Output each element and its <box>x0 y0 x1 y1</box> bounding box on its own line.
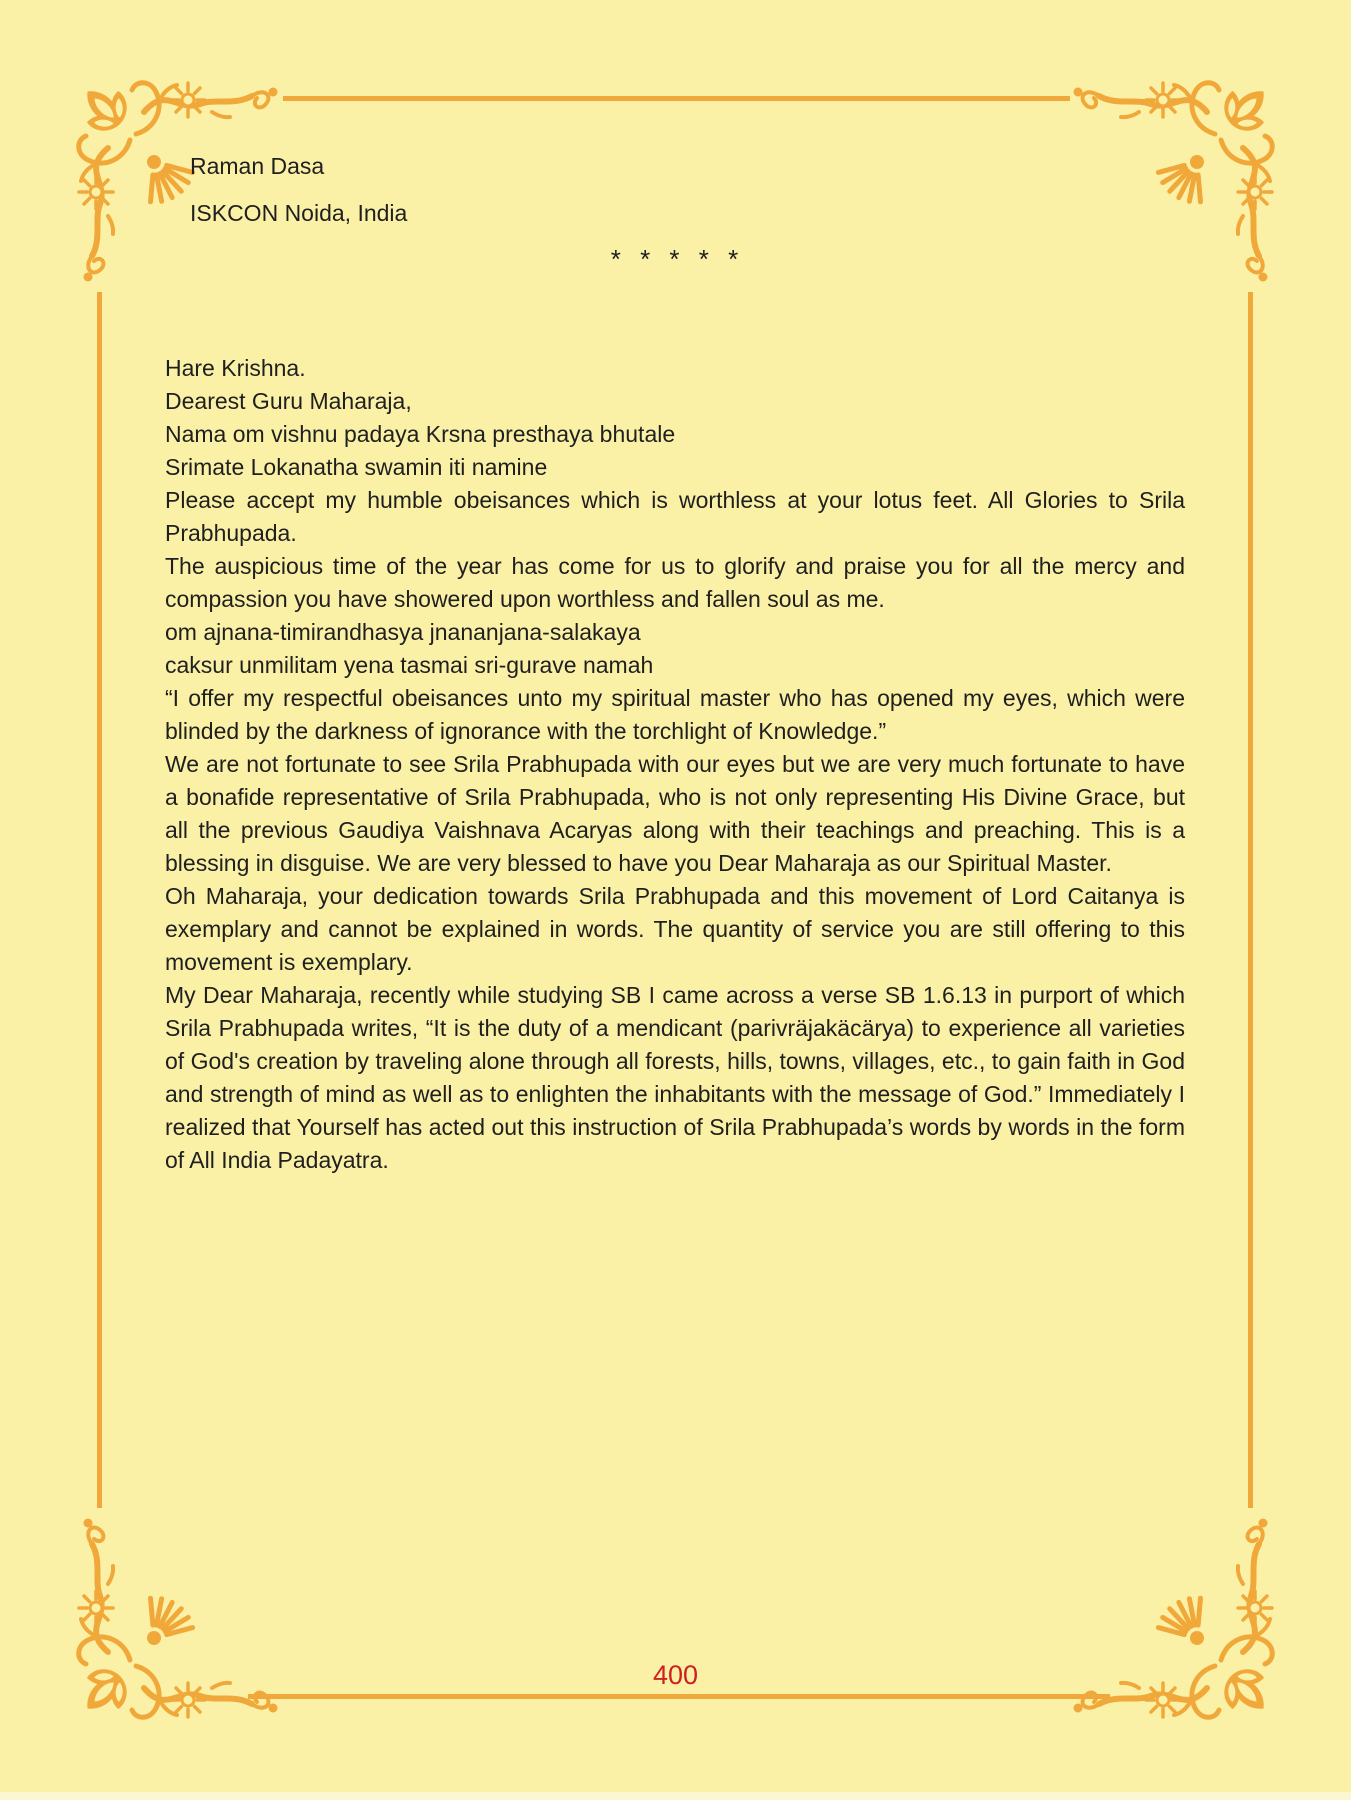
guru-verse-line-1: om ajnana-timirandhasya jnananjana-salakaya <box>165 619 641 645</box>
border-line-top <box>283 96 1070 101</box>
page-edge-strip <box>0 1792 1351 1800</box>
salutation-line-2: Dearest Guru Maharaja, <box>165 388 412 414</box>
paragraph-obeisances: Please accept my humble obeisances which is worthless at your lotus feet. All Glories to Srila Prabhupada. <box>165 487 1185 546</box>
pranam-mantra-line-2: Srimate Lokanatha swamin iti namine <box>165 454 548 480</box>
paragraph-fortunate: We are not fortunate to see Srila Prabhupada with our eyes but we are very much fortunate to have a bonafide representative of Srila Prabhupada, who is not only representing His Divine Grace, but all the previous Gaudiya Vaishnava Acaryas along with their teachings and preaching. This is a blessing in disguise. We are very blessed to have you Dear Maharaja as our Spiritual Master. <box>165 751 1185 876</box>
paragraph-dedication: Oh Maharaja, your dedication towards Srila Prabhupada and this movement of Lord Caitanya is exemplary and cannot be explained in words. The quantity of service you are still offering to this movement is exemplary. <box>165 883 1185 975</box>
paragraph-verse-translation: “I offer my respectful obeisances unto my spiritual master who has opened my eyes, which were blinded by the darkness of ignorance with the torchlight of Knowledge.” <box>165 685 1185 744</box>
salutation-line-1: Hare Krishna. <box>165 355 306 381</box>
paragraph-auspicious-time: The auspicious time of the year has come for us to glorify and praise you for all the mercy and compassion you have showered upon worthless and fallen soul as me. <box>165 553 1185 612</box>
guru-verse-line-2: caksur unmilitam yena tasmai sri-gurave namah <box>165 652 654 678</box>
paragraph-sb-verse: My Dear Maharaja, recently while studying SB I came across a verse SB 1.6.13 in purport of which Srila Prabhupada writes, “It is the duty of a mendicant (parivräjakäcärya) to experience all varieties of God's creation by traveling alone through all forests, hills, towns, villages, etc., to gain faith in God and strength of mind as well as to enlighten the inhabitants with the message of God.” Immediately I realized that Yourself has acted out this instruction of Srila Prabhupada’s words by words in the form of All India Padayatra. <box>165 982 1185 1173</box>
border-line-right <box>1248 292 1253 1508</box>
pranam-mantra-line-1: Nama om vishnu padaya Krsna presthaya bhutale <box>165 421 676 447</box>
asterisk-separator: * * * * * <box>610 244 741 274</box>
border-line-left <box>97 292 102 1508</box>
page-number: 400 <box>652 1660 699 1690</box>
author-name: Raman Dasa <box>190 153 325 179</box>
letter-body <box>165 352 1185 1177</box>
author-location: ISKCON Noida, India <box>190 200 408 226</box>
border-line-bottom <box>248 1694 1110 1699</box>
